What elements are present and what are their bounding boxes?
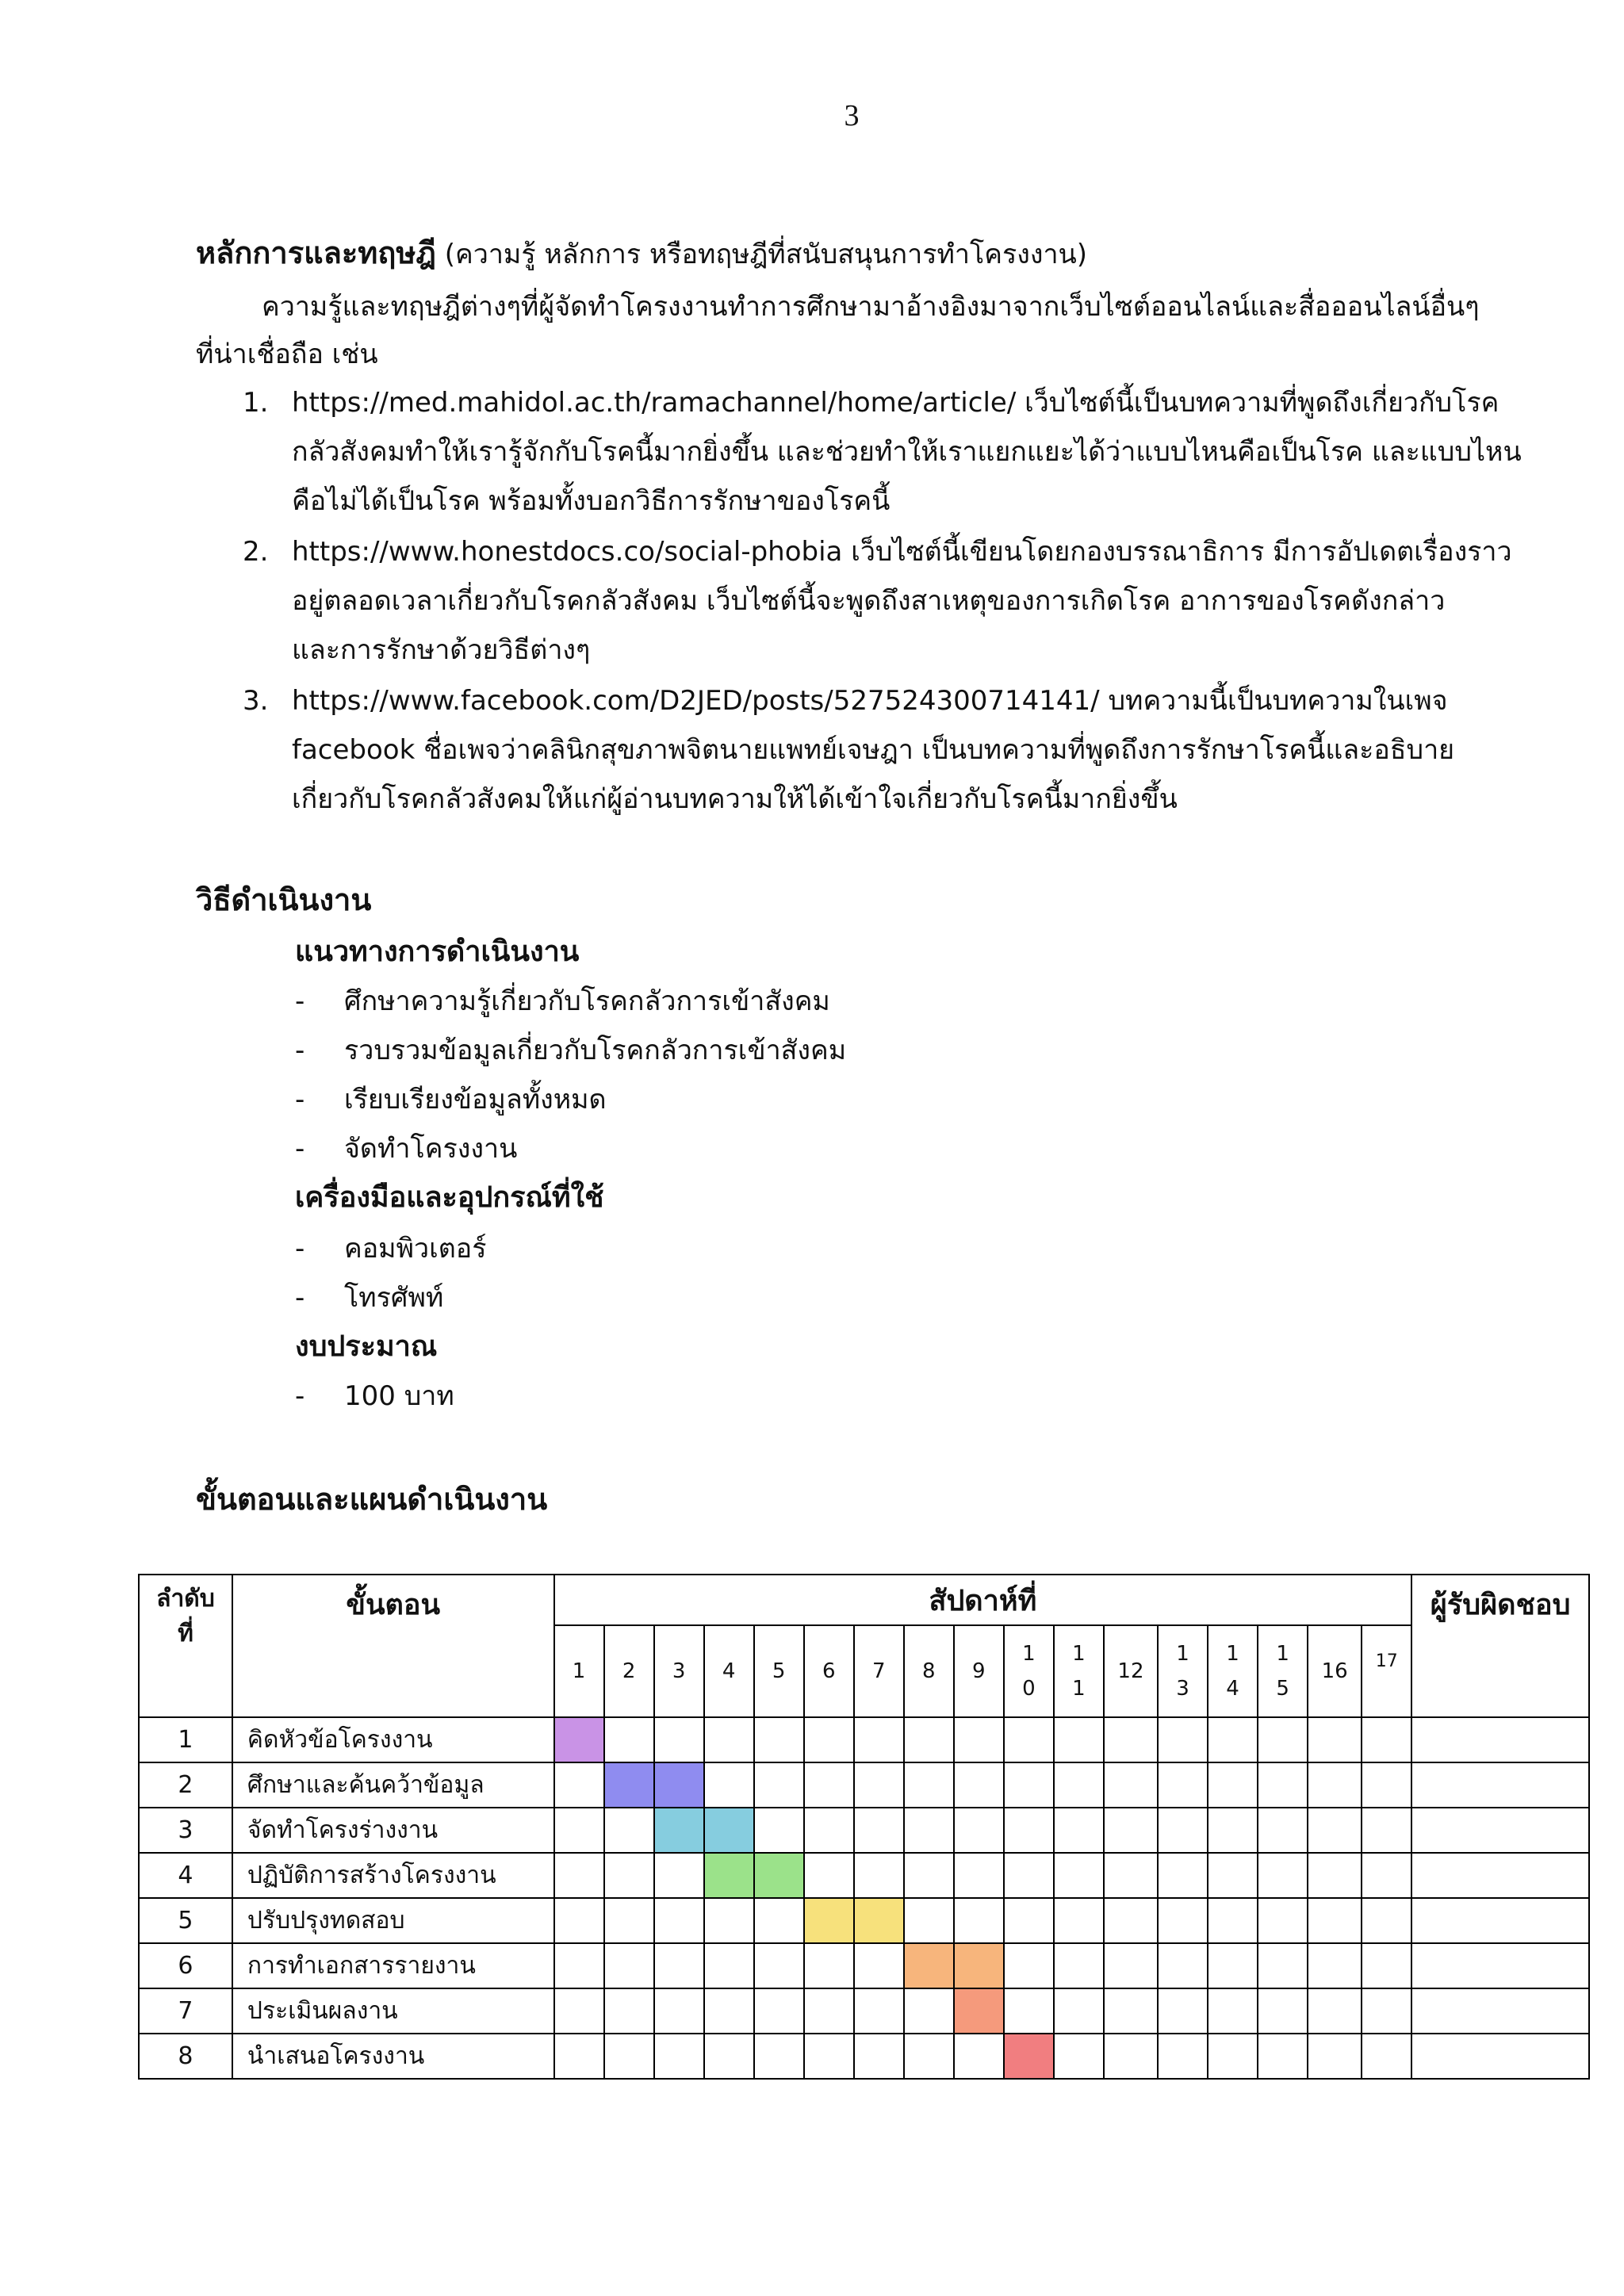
schedule-cell (554, 1853, 604, 1898)
schedule-cell (1258, 1898, 1308, 1943)
schedule-cell (704, 1988, 754, 2034)
schedule-cell (1004, 1762, 1054, 1808)
plan-row-step: ปฏิบัติการสร้างโครงงาน (232, 1853, 554, 1898)
list-item (295, 977, 846, 1026)
plan-row-order: 5 (139, 1898, 232, 1943)
week-number-digit: 17 (1375, 1651, 1398, 1671)
schedule-cell (1258, 1943, 1308, 1988)
schedule-cell (854, 1808, 904, 1853)
list-item (295, 1075, 846, 1124)
schedule-bar-cell (954, 1943, 1004, 1988)
schedule-cell (1054, 2034, 1104, 2079)
schedule-cell (1208, 1808, 1258, 1853)
schedule-cell (954, 1717, 1004, 1762)
week-number-cell (554, 1625, 604, 1717)
week-number-digit: 3 (1176, 1677, 1189, 1701)
schedule-cell (1158, 1853, 1208, 1898)
list-item (295, 1124, 846, 1173)
schedule-cell (1004, 1808, 1054, 1853)
plan-row-order: 7 (139, 1988, 232, 2034)
week-number-cell (704, 1625, 754, 1717)
week-number-cell (604, 1625, 654, 1717)
schedule-bar-cell (604, 1762, 654, 1808)
plan-row (139, 1762, 1589, 1808)
schedule-cell (804, 1762, 854, 1808)
plan-row-step: นำเสนอโครงงาน (232, 2034, 554, 2079)
schedule-cell (854, 1988, 904, 2034)
schedule-cell (604, 1717, 654, 1762)
schedule-cell (804, 1853, 854, 1898)
plan-row-owner (1411, 1943, 1589, 1988)
schedule-cell (954, 1853, 1004, 1898)
schedule-bar-cell (804, 1898, 854, 1943)
schedule-cell (954, 1898, 1004, 1943)
plan-row-step: ปรับปรุงทดสอบ (232, 1898, 554, 1943)
plan-row (139, 1988, 1589, 2034)
plan-row-order: 4 (139, 1853, 232, 1898)
schedule-cell (1208, 1762, 1258, 1808)
schedule-cell (1104, 1853, 1158, 1898)
schedule-cell (904, 1853, 954, 1898)
page-number: 3 (844, 99, 860, 132)
schedule-cell (1308, 1762, 1362, 1808)
schedule-cell (1362, 1808, 1411, 1853)
dash-marker: - (295, 1133, 305, 1165)
schedule-cell (754, 1988, 804, 2034)
schedule-cell (1208, 1898, 1258, 1943)
approach-heading: แนวทางการดำเนินงาน (295, 936, 580, 968)
schedule-cell (954, 2034, 1004, 2079)
schedule-cell (754, 1898, 804, 1943)
plan-header-row (139, 1575, 1589, 1625)
schedule-bar-cell (854, 1898, 904, 1943)
list-item-text: เรียบเรียงข้อมูลทั้งหมด (344, 1084, 607, 1115)
schedule-cell (1054, 1943, 1104, 1988)
schedule-cell (1362, 1898, 1411, 1943)
schedule-cell (904, 1762, 954, 1808)
dash-marker: - (295, 1282, 305, 1314)
schedule-cell (604, 2034, 654, 2079)
week-number-digit: 7 (871, 1659, 886, 1683)
plan-row (139, 1808, 1589, 1853)
plan-row-owner (1411, 1717, 1589, 1762)
week-number-cell (1158, 1625, 1208, 1717)
schedule-cell (1362, 2034, 1411, 2079)
reference-item (243, 676, 1511, 824)
schedule-cell (804, 1943, 854, 1988)
list-item (295, 1026, 846, 1075)
schedule-cell (654, 1988, 704, 2034)
reference-line: https://www.facebook.com/D2JED/posts/527524300714141/ บทความนี้เป็นบทความในเพจ (292, 685, 1448, 717)
schedule-bar-cell (654, 1762, 704, 1808)
schedule-cell (854, 1717, 904, 1762)
week-number-digit: 12 (1117, 1659, 1144, 1683)
week-number-cell (954, 1625, 1004, 1717)
schedule-cell (554, 1988, 604, 2034)
list-item-text: คอมพิวเตอร์ (344, 1233, 487, 1265)
plan-row (139, 2034, 1589, 2079)
tools-list (295, 1224, 486, 1322)
schedule-cell (1308, 1853, 1362, 1898)
schedule-cell (754, 2034, 804, 2079)
week-number-digit: 4 (722, 1659, 736, 1683)
order-header (139, 1575, 232, 1717)
schedule-cell (1158, 1943, 1208, 1988)
schedule-cell (1004, 1853, 1054, 1898)
week-number-cell (654, 1625, 704, 1717)
list-item (295, 1372, 454, 1421)
schedule-cell (1004, 1988, 1054, 2034)
schedule-cell (1104, 1943, 1158, 1988)
schedule-cell (1104, 1717, 1158, 1762)
schedule-cell (604, 1853, 654, 1898)
week-number-cell (1362, 1625, 1411, 1717)
schedule-cell (904, 1988, 954, 2034)
schedule-cell (854, 1853, 904, 1898)
schedule-cell (1004, 1898, 1054, 1943)
schedule-bar-cell (704, 1808, 754, 1853)
schedule-cell (554, 1762, 604, 1808)
plan-row-order: 3 (139, 1808, 232, 1853)
plan-row-owner (1411, 1853, 1589, 1898)
week-number-digit: 1 (572, 1659, 586, 1683)
reference-line: https://med.mahidol.ac.th/ramachannel/home/article/ เว็บไซต์นี้เป็นบทความที่พูดถึงเกี่ยวกับโรค (292, 387, 1500, 419)
list-item-text: ศึกษาความรู้เกี่ยวกับโรคกลัวการเข้าสังคม (344, 985, 830, 1017)
week-number-digit: 9 (972, 1659, 986, 1683)
reference-number: 2. (243, 536, 269, 568)
approach-list (295, 977, 846, 1173)
schedule-cell (1158, 1762, 1208, 1808)
schedule-cell (554, 1943, 604, 1988)
schedule-cell (1104, 1898, 1158, 1943)
schedule-cell (804, 1988, 854, 2034)
schedule-cell (554, 1898, 604, 1943)
schedule-cell (804, 1717, 854, 1762)
schedule-cell (1362, 1853, 1411, 1898)
schedule-cell (1308, 1988, 1362, 2034)
week-number-digit: 1 (1226, 1642, 1239, 1666)
schedule-cell (1158, 1808, 1208, 1853)
dash-marker: - (295, 1035, 305, 1066)
schedule-cell (1258, 1808, 1308, 1853)
schedule-cell (954, 1808, 1004, 1853)
schedule-cell (1158, 1717, 1208, 1762)
dash-marker: - (295, 1084, 305, 1115)
schedule-cell (554, 2034, 604, 2079)
schedule-cell (1158, 1988, 1208, 2034)
week-number-cell (804, 1625, 854, 1717)
schedule-cell (1104, 1988, 1158, 2034)
schedule-cell (804, 2034, 854, 2079)
week-number-cell (1258, 1625, 1308, 1717)
schedule-cell (754, 1808, 804, 1853)
plan-row-owner (1411, 1898, 1589, 1943)
week-number-digit: 0 (1022, 1677, 1036, 1701)
plan-row (139, 1943, 1589, 1988)
plan-row-owner (1411, 1762, 1589, 1808)
schedule-cell (704, 1898, 754, 1943)
schedule-cell (704, 1762, 754, 1808)
plan-row-step: จัดทำโครงร่างงาน (232, 1808, 554, 1853)
schedule-cell (754, 1762, 804, 1808)
schedule-cell (1208, 1943, 1258, 1988)
schedule-cell (1158, 2034, 1208, 2079)
week-number-cell (1208, 1625, 1258, 1717)
schedule-cell (804, 1808, 854, 1853)
plan-row-step: คิดหัวข้อโครงงาน (232, 1717, 554, 1762)
reference-line: คือไม่ได้เป็นโรค พร้อมทั้งบอกวิธีการรักษาของโรคนี้ (292, 485, 891, 517)
week-number-digit: 8 (922, 1659, 936, 1683)
week-number-digit: 2 (622, 1659, 636, 1683)
week-number-cell (1104, 1625, 1158, 1717)
schedule-cell (654, 1898, 704, 1943)
schedule-cell (854, 1762, 904, 1808)
schedule-cell (1362, 1988, 1411, 2034)
plan-row-step: ศึกษาและค้นคว้าข้อมูล (232, 1762, 554, 1808)
reference-item (243, 378, 1522, 526)
schedule-cell (904, 1717, 954, 1762)
schedule-cell (654, 1717, 704, 1762)
schedule-cell (1258, 1853, 1308, 1898)
schedule-cell (654, 1943, 704, 1988)
schedule-cell (654, 1853, 704, 1898)
list-item-text: โทรศัพท์ (344, 1282, 444, 1314)
week-number-digit: 4 (1226, 1677, 1239, 1701)
schedule-cell (1308, 1808, 1362, 1853)
reference-list (243, 378, 1522, 824)
week-number-digit: 3 (672, 1659, 686, 1683)
week-number-cell (1004, 1625, 1054, 1717)
plan-row-owner (1411, 1988, 1589, 2034)
schedule-cell (1308, 1943, 1362, 1988)
list-item (295, 1224, 486, 1273)
schedule-cell (954, 1762, 1004, 1808)
schedule-cell (1362, 1943, 1411, 1988)
schedule-cell (1208, 2034, 1258, 2079)
theory-heading: หลักการและทฤษฎี (196, 235, 436, 270)
schedule-cell (1308, 2034, 1362, 2079)
theory-heading-line (196, 228, 1087, 279)
plan-row-order: 2 (139, 1762, 232, 1808)
schedule-cell (1054, 1853, 1104, 1898)
schedule-cell (1004, 1943, 1054, 1988)
plan-row (139, 1898, 1589, 1943)
tools-heading: เครื่องมือและอุปกรณ์ที่ใช้ (295, 1181, 604, 1214)
plan-row-step: ประเมินผลงาน (232, 1988, 554, 2034)
reference-line: และการรักษาด้วยวิธีต่างๆ (292, 634, 591, 666)
owner-header: ผู้รับผิดชอบ (1411, 1575, 1589, 1717)
schedule-cell (854, 1943, 904, 1988)
schedule-cell (604, 1808, 654, 1853)
plan-row-order: 8 (139, 2034, 232, 2079)
schedule-cell (604, 1988, 654, 2034)
schedule-cell (1208, 1717, 1258, 1762)
method-heading: วิธีดำเนินงาน (196, 882, 372, 917)
budget-list (295, 1372, 454, 1421)
reference-number: 1. (243, 387, 269, 419)
reference-line: กลัวสังคมทำให้เรารู้จักกับโรคนี้มากยิ่งขึ้น และช่วยทำให้เราแยกแยะได้ว่าแบบไหนคือเป็นโรค และแบบไหน (292, 436, 1522, 468)
schedule-cell (1104, 1762, 1158, 1808)
schedule-cell (554, 1808, 604, 1853)
schedule-bar-cell (704, 1853, 754, 1898)
list-item-text: จัดทำโครงงาน (344, 1133, 518, 1165)
schedule-bar-cell (954, 1988, 1004, 2034)
theory-intro-line-2: ที่น่าเชื่อถือ เช่น (196, 339, 378, 370)
schedule-cell (1104, 1808, 1158, 1853)
schedule-cell (1158, 1898, 1208, 1943)
schedule-cell (1258, 1717, 1308, 1762)
plan-row-step: การทำเอกสารรายงาน (232, 1943, 554, 1988)
plan-row-order: 6 (139, 1943, 232, 1988)
dash-marker: - (295, 985, 305, 1017)
schedule-bar-cell (754, 1853, 804, 1898)
schedule-cell (1054, 1898, 1104, 1943)
schedule-cell (704, 1717, 754, 1762)
schedule-cell (604, 1943, 654, 1988)
schedule-cell (1362, 1762, 1411, 1808)
week-number-digit: 5 (1276, 1677, 1289, 1701)
reference-line: เกี่ยวกับโรคกลัวสังคมให้แก่ผู้อ่านบทความให้ได้เข้าใจเกี่ยวกับโรคนี้มากยิ่งขึ้น (292, 783, 1178, 815)
week-number-digit: 6 (822, 1659, 836, 1683)
schedule-bar-cell (904, 1943, 954, 1988)
budget-heading: งบประมาณ (295, 1330, 438, 1363)
step-header: ขั้นตอน (232, 1575, 554, 1717)
schedule-cell (1054, 1988, 1104, 2034)
schedule-cell (1054, 1808, 1104, 1853)
schedule-cell (1258, 2034, 1308, 2079)
week-number-digit: 5 (772, 1659, 786, 1683)
dash-marker: - (295, 1380, 305, 1412)
week-number-cell (854, 1625, 904, 1717)
order-header-line-2: ที่ (178, 1620, 193, 1647)
schedule-cell (854, 2034, 904, 2079)
week-number-digit: 16 (1321, 1659, 1348, 1683)
week-number-digit: 1 (1022, 1642, 1036, 1666)
schedule-cell (1208, 1853, 1258, 1898)
schedule-cell (1054, 1762, 1104, 1808)
plan-row-order: 1 (139, 1717, 232, 1762)
schedule-cell (654, 2034, 704, 2079)
schedule-cell (1208, 1988, 1258, 2034)
schedule-cell (1054, 1717, 1104, 1762)
schedule-bar-cell (1004, 2034, 1054, 2079)
schedule-cell (1308, 1898, 1362, 1943)
schedule-cell (904, 1898, 954, 1943)
plan-row (139, 1717, 1589, 1762)
schedule-cell (1258, 1762, 1308, 1808)
schedule-cell (904, 1808, 954, 1853)
list-item-text: 100 บาท (344, 1380, 454, 1412)
schedule-cell (754, 1943, 804, 1988)
week-number-digit: 1 (1072, 1642, 1086, 1666)
reference-line: facebook ชื่อเพจว่าคลินิกสุขภาพจิตนายแพทย์เจษฎา เป็นบทความที่พูดถึงการรักษาโรคนี้และอธิบาย (292, 734, 1455, 766)
list-item-text: รวบรวมข้อมูลเกี่ยวกับโรคกลัวการเข้าสังคม (344, 1035, 847, 1066)
reference-line: อยู่ตลอดเวลาเกี่ยวกับโรคกลัวสังคม เว็บไซต์นี้จะพูดถึงสาเหตุของการเกิดโรค อาการของโรคดังกล่าว (292, 585, 1446, 617)
plan-row-owner (1411, 1808, 1589, 1853)
reference-item (243, 527, 1511, 675)
schedule-cell (1362, 1717, 1411, 1762)
order-header-line-1: ลำดับ (156, 1585, 215, 1613)
schedule-cell (904, 2034, 954, 2079)
schedule-cell (1258, 1988, 1308, 2034)
schedule-cell (1004, 1717, 1054, 1762)
plan-heading: ขั้นตอนและแผนดำเนินงาน (196, 1482, 548, 1517)
week-number-digit: 1 (1276, 1642, 1289, 1666)
schedule-cell (754, 1717, 804, 1762)
reference-line: https://www.honestdocs.co/social-phobia เว็บไซต์นี้เขียนโดยกองบรรณาธิการ มีการอัปเดตเรื่องราว (292, 536, 1512, 568)
plan-row-owner (1411, 2034, 1589, 2079)
week-header: สัปดาห์ที่ (554, 1575, 1412, 1625)
plan-row (139, 1853, 1589, 1898)
schedule-cell (704, 2034, 754, 2079)
week-number-cell (754, 1625, 804, 1717)
reference-number: 3. (243, 685, 269, 717)
week-number-cell (1308, 1625, 1362, 1717)
schedule-bar-cell (554, 1717, 604, 1762)
schedule-bar-cell (654, 1808, 704, 1853)
week-number-cell (904, 1625, 954, 1717)
week-number-digit: 1 (1072, 1677, 1086, 1701)
list-item (295, 1273, 486, 1322)
dash-marker: - (295, 1233, 305, 1265)
theory-heading-note: (ความรู้ หลักการ หรือทฤษฎีที่สนับสนุนการทำโครงงาน) (435, 239, 1088, 270)
schedule-cell (1308, 1717, 1362, 1762)
schedule-cell (604, 1898, 654, 1943)
plan-table (138, 1574, 1590, 2080)
theory-intro-line-1: ความรู้และทฤษฎีต่างๆที่ผู้จัดทำโครงงานทำการศึกษามาอ้างอิงมาจากเว็บไซต์ออนไลน์และสื่อออนไลน์อื่นๆ (262, 291, 1480, 323)
schedule-cell (1104, 2034, 1158, 2079)
week-number-cell (1054, 1625, 1104, 1717)
schedule-cell (704, 1943, 754, 1988)
week-number-digit: 1 (1176, 1642, 1189, 1666)
